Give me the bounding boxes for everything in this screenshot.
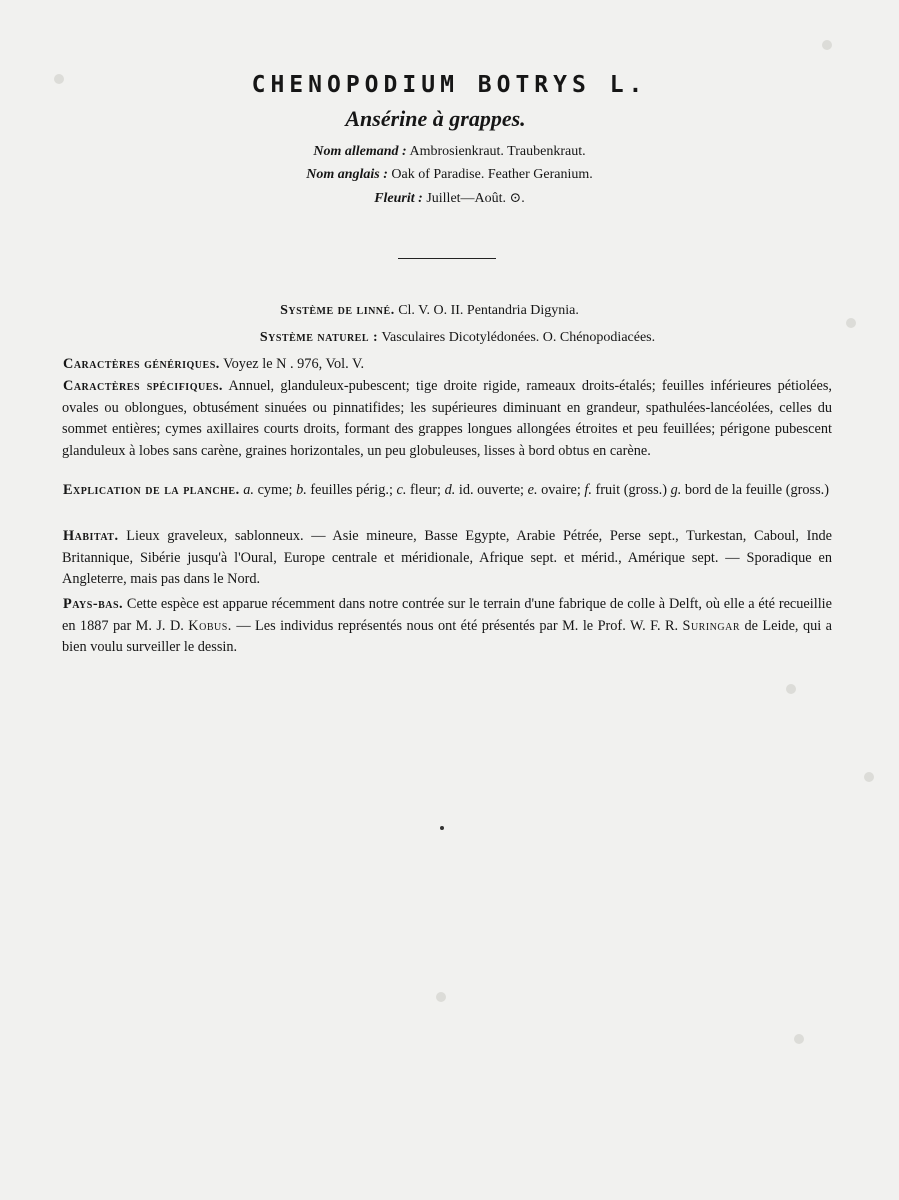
natural-system-text: Vasculaires Dicotylédonées. O. Chénopodiacées. (381, 330, 656, 345)
english-name-label: Nom anglais : (306, 167, 388, 182)
generic-characters-paragraph (62, 354, 832, 376)
ink-dot (440, 826, 444, 830)
paper-speck (864, 772, 874, 782)
figure-caption: feuilles périg.; (310, 482, 393, 498)
figure-letter: a. (243, 482, 254, 498)
flowering-value: Juillet—Août. ⊙. (426, 191, 525, 206)
linne-system-text: Cl. V. O. II. Pentandria Digynia. (398, 303, 579, 318)
netherlands-heading: Pays-bas. (63, 596, 124, 612)
german-name-value: Ambrosienkraut. Traubenkraut. (409, 144, 586, 159)
figure-letter: g. (670, 482, 682, 498)
figure-caption: fruit (gross.) (595, 482, 667, 498)
paper-speck (822, 40, 832, 50)
page-title: CHENOPODIUM BOTRYS L. (251, 72, 648, 98)
natural-system-line (8, 330, 899, 346)
figure-caption: fleur; (410, 482, 442, 498)
habitat-text: Lieux graveleux, sablonneux. — Asie mineure, Basse Egypte, Arabie Pétrée, Perse sept., Turkestan, Caboul, Inde Britannique, Sibérie jusqu'à l'Oural, Europe centrale et méridionale, Afrique sept. et mérid., Amérique sept. — Sporadique en Angleterre, mais pas dans le Nord. (62, 528, 832, 588)
english-name-line (0, 167, 899, 183)
netherlands-paragraph (62, 594, 832, 659)
netherlands-text: de Leide, qui a bien voulu surveiller le dessin. (62, 617, 832, 656)
figure-letter: c. (396, 482, 407, 498)
figure-caption: id. ouverte; (458, 482, 525, 498)
paper-speck (786, 684, 796, 694)
paper-speck (846, 318, 856, 328)
generic-characters-heading: Caractères génériques. (63, 356, 220, 372)
english-name-value: Oak of Paradise. Feather Geranium. (391, 167, 593, 182)
netherlands-text: Cette espèce est apparue récemment dans notre contrée sur le terrain d'une fabrique de colle à Delft, où elle a été recueillie en 1887 par M. J. D. (62, 596, 832, 634)
linne-system-heading: Système de linné. (280, 303, 395, 318)
paper-speck (436, 992, 446, 1002)
figure-letter: b. (296, 482, 307, 498)
professor-name: Suringar (682, 617, 741, 634)
german-name-label: Nom allemand : (313, 144, 407, 159)
figure-caption: ovaire; (541, 482, 581, 498)
figure-letter: d. (444, 482, 456, 498)
figure-letter: e. (527, 482, 538, 498)
natural-system-heading: Système naturel : (259, 330, 379, 345)
netherlands-text: — Les individus représentés nous ont été présentés par M. le Prof. W. F. R. (236, 617, 679, 634)
linne-system-line (0, 303, 879, 319)
figure-caption: bord de la feuille (gross.) (684, 482, 830, 498)
habitat-heading: Habitat. (63, 528, 119, 544)
habitat-paragraph (62, 526, 832, 591)
generic-characters-text: Voyez le N . 976, Vol. V. (223, 356, 365, 372)
figure-letter: f. (584, 482, 592, 498)
specific-characters-text: Annuel, glanduleux-pubescent; tige droite rigide, rameaux droits-étalés; feuilles inférieures pétiolées, ovales ou oblongues, obtusément sinuées ou pinnatifides; les supérieures diminuant en grandeur, spathulées-lancéolées, celles du sommet entières; cymes axillaires courts droits, formant des grappes longues allongées étroites et peu feuillées; périgone pubescent glanduleux à lobes sans carène, graines horizontales, un peu globuleuses, lisses à bord obtus en carène. (62, 378, 832, 459)
paper-speck (794, 1034, 804, 1044)
german-name-line (0, 144, 899, 160)
specific-characters-paragraph (62, 376, 832, 462)
flowering-label: Fleurit : (374, 191, 423, 206)
figure-caption: cyme; (257, 482, 293, 498)
specific-characters-heading: Caractères spécifiques. (63, 378, 223, 394)
flowering-line (0, 190, 899, 207)
collector-name: Kobus. (188, 617, 232, 634)
plate-explanation-paragraph (62, 480, 832, 502)
section-divider (398, 258, 496, 259)
plate-explanation-heading: Explication de la planche. (63, 482, 240, 498)
page-subtitle: Ansérine à grappes. (345, 106, 526, 131)
